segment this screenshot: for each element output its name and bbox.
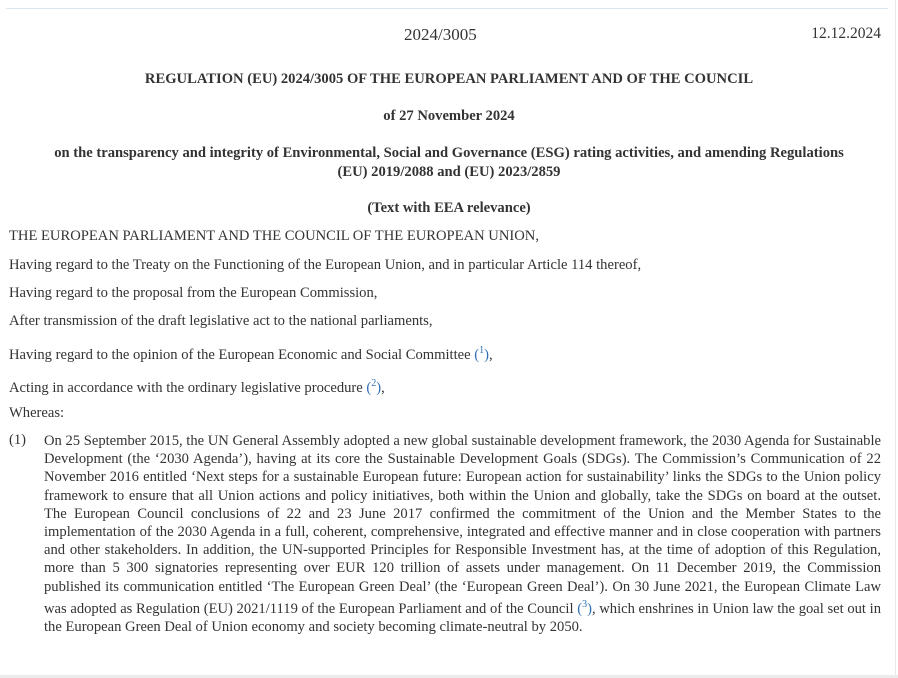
recital-text: [44, 432, 881, 636]
preamble-line: Having regard to the proposal from the European Commission,: [9, 285, 378, 301]
preamble-text: Acting in accordance with the ordinary legislative procedure: [9, 379, 367, 396]
preamble-procedure: [9, 378, 385, 397]
footnote-link-3[interactable]: ($^3$): [577, 598, 592, 617]
eea-relevance: (Text with EEA relevance): [367, 200, 531, 216]
punctuation: ,: [489, 346, 493, 363]
document-header: [0, 25, 898, 45]
footnote-link-1[interactable]: ($^1$): [474, 345, 490, 363]
preamble-line: After transmission of the draft legislative act to the national parliaments,: [9, 313, 433, 329]
recital-text-part: On 25 September 2015, the UN General Assembly adopted a new global sustainable development framework, the 2030 Agenda for Sustainable Development (the ‘2030 Agenda’), having at its core the Sustainable Development Goals (SDGs). The Commission’s Communication of 22 November 2016 entitled ‘Next steps for a sustainable European future: European action for sustainability’ links the SDGs to the Union policy framework to ensure that all Union actions and policy initiatives, both within the Union and globally, take the SDGs on board at the outset. The European Council conclusions of 22 and 23 June 2017 confirmed the commitment of the Union and the Member States to the implementation of the 2030 Agenda in a full, coherent, comprehensive, integrated and effective manner and in close cooperation with partners and other stakeholders. In addition, the UN-supported Principles for Responsible Investment has, at the time of adoption of this Regulation, more than 5 300 signatories representing over EUR 120 trillion of assets under management. On 11 December 2019, the Commission published its communication entitled ‘The European Green Deal’ (the ‘European Green Deal’). On 30 June 2021, the European Climate Law was adopted as Regulation (EU) 2021/1119 of the European Parliament and of the Council: [44, 433, 881, 617]
subject-line-2: (EU) 2019/2088 and (EU) 2023/2859: [337, 164, 561, 180]
whereas-label: Whereas:: [9, 405, 65, 421]
preamble-line: Having regard to the Treaty on the Functioning of the European Union, and in particular Article 114 thereof,: [9, 257, 642, 273]
recital-text-part: , which enshrines in Union law the goal set out in the European Green Deal of Union economy and society becoming climate-neutral by 2050.: [44, 600, 881, 635]
preamble-esc: [9, 345, 493, 364]
regulation-date: of 27 November 2024: [383, 108, 515, 124]
preamble-line: THE EUROPEAN PARLIAMENT AND THE COUNCIL OF THE EUROPEAN UNION,: [9, 228, 539, 244]
publication-date: 12.12.2024: [811, 25, 881, 42]
right-border: [895, 0, 896, 678]
regulation-title: REGULATION (EU) 2024/3005 OF THE EUROPEAN PARLIAMENT AND OF THE COUNCIL: [144, 71, 754, 87]
document-number: 2024/3005: [404, 25, 477, 44]
preamble-text: Having regard to the opinion of the European Economic and Social Committee: [9, 346, 475, 363]
top-divider: [6, 8, 888, 9]
footnote-link-2[interactable]: ($^2$): [366, 378, 382, 396]
punctuation: ,: [381, 379, 385, 396]
recital-number: (1): [9, 432, 27, 448]
subject-line-1: on the transparency and integrity of Environmental, Social and Governance (ESG) rating activities, and amending Regulations: [54, 145, 844, 161]
